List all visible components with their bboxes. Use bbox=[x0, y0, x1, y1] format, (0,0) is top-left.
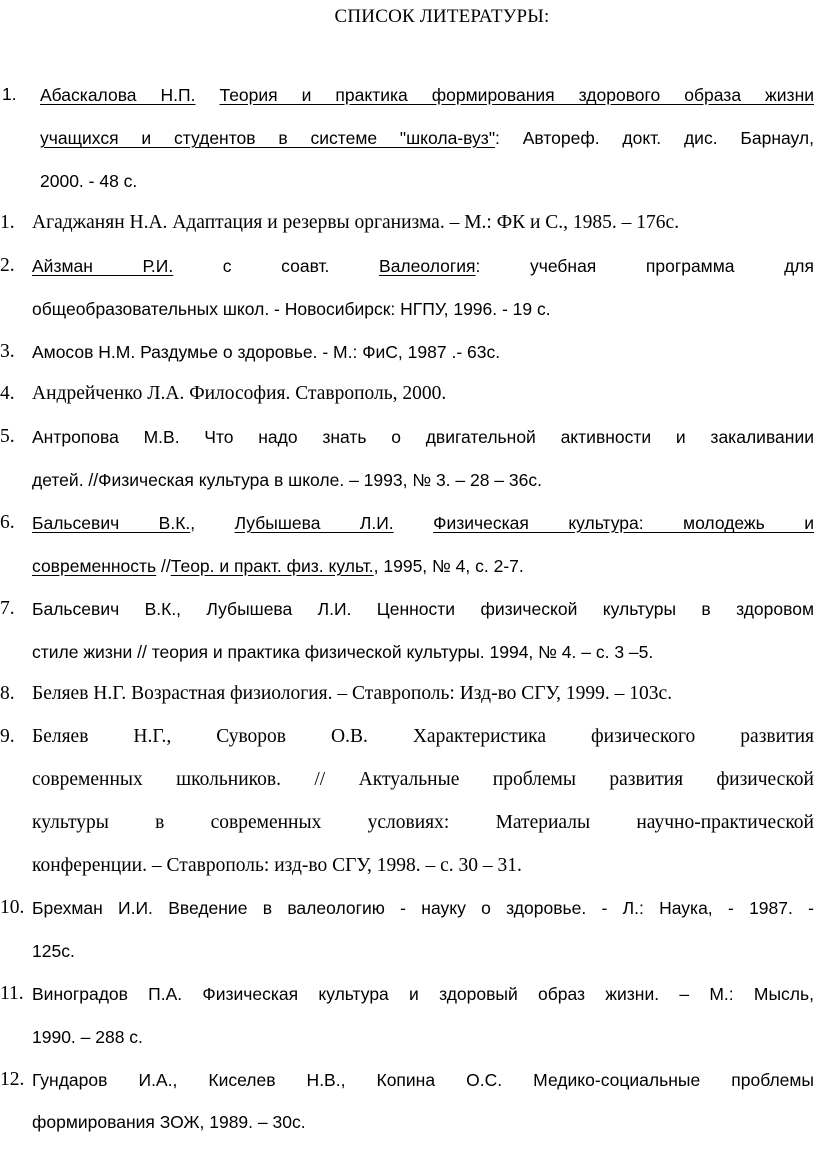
reference-number: 12. bbox=[0, 1069, 25, 1090]
reference-text: Беляев Н.Г., Суворов О.В. Характеристика физического развития bbox=[32, 726, 814, 747]
reference-text: с соавт. bbox=[173, 256, 380, 276]
reference-link-text[interactable]: Теория и практика формирования здорового образа жизни bbox=[219, 85, 815, 105]
reference-link-text[interactable]: Теор. и практ. физ. культ. bbox=[170, 556, 374, 576]
reference-text: общеобразовательных школ. - Новосибирск: НГПУ, 1996. - 19 с. bbox=[32, 299, 551, 319]
reference-text: формирования ЗОЖ, 1989. – 30с. bbox=[32, 1112, 306, 1132]
reference-link-text[interactable]: учащихся и студентов в системе "школа-вуз" bbox=[40, 128, 496, 148]
reference-text: : Автореф. докт. дис. Барнаул, bbox=[495, 128, 814, 148]
reference-text bbox=[195, 85, 219, 105]
reference-text: Агаджанян Н.А. Адаптация и резервы организма. – М.: ФК и С., 1985. – 176с. bbox=[32, 212, 680, 233]
reference-line bbox=[32, 210, 814, 236]
reference-link-text[interactable]: Бальсевич В.К. bbox=[32, 513, 191, 533]
reference-link-text[interactable]: Абаскалова Н.П. bbox=[40, 85, 196, 105]
reference-line bbox=[32, 724, 814, 750]
reference-line bbox=[32, 467, 814, 493]
reference-text: современных школьников. // Актуальные проблемы развития физической bbox=[32, 769, 814, 790]
reference-text: , 1995, № 4, с. 2-7. bbox=[373, 556, 524, 576]
reference-number: 1. bbox=[0, 212, 15, 233]
reference-number: 9. bbox=[0, 726, 15, 747]
reference-text: : учебная программа для bbox=[475, 256, 814, 276]
reference-number: 2. bbox=[0, 255, 15, 276]
reference-link-text[interactable]: современность bbox=[32, 556, 157, 576]
reference-line bbox=[32, 253, 814, 279]
reference-number: 10. bbox=[0, 897, 25, 918]
reference-text: детей. //Физическая культура в школе. – 1993, № 3. – 28 – 36с. bbox=[32, 470, 543, 490]
reference-line bbox=[32, 339, 814, 365]
reference-number: 3. bbox=[0, 341, 15, 362]
reference-text: Бальсевич В.К., Лубышева Л.И. Ценности физической культуры в здоровом bbox=[32, 599, 814, 619]
reference-number: 7. bbox=[0, 598, 15, 619]
reference-line bbox=[32, 681, 814, 707]
reference-text bbox=[394, 513, 433, 533]
reference-line bbox=[32, 981, 814, 1007]
reference-line bbox=[32, 381, 814, 407]
reference-line bbox=[32, 596, 814, 622]
reference-text: 1990. – 288 с. bbox=[32, 1027, 143, 1047]
reference-text: 125с. bbox=[32, 941, 75, 961]
reference-line bbox=[32, 296, 814, 322]
reference-line bbox=[32, 853, 814, 879]
reference-line bbox=[32, 510, 814, 536]
reference-text: культуры в современных условиях: Материалы научно-практической bbox=[32, 812, 814, 833]
reference-text: // bbox=[156, 556, 171, 576]
reference-line bbox=[32, 639, 814, 665]
reference-line bbox=[32, 1109, 814, 1135]
reference-line bbox=[32, 767, 814, 793]
reference-line bbox=[32, 553, 814, 579]
reference-text: Андрейченко Л.А. Философия. Ставрополь, 2000. bbox=[32, 383, 447, 404]
reference-text: стиле жизни // теория и практика физической культуры. 1994, № 4. – с. 3 –5. bbox=[32, 642, 654, 662]
reference-line bbox=[32, 938, 814, 964]
reference-text: конференции. – Ставрополь: изд-во СГУ, 1998. – с. 30 – 31. bbox=[32, 855, 522, 876]
reference-text: Брехман И.И. Введение в валеологию - науку о здоровье. - Л.: Наука, - 1987. - bbox=[32, 898, 814, 918]
reference-link-text[interactable]: Лубышева Л.И. bbox=[234, 513, 394, 533]
reference-line bbox=[32, 895, 814, 921]
reference-number: 6. bbox=[0, 512, 15, 533]
reference-line bbox=[32, 424, 814, 450]
reference-text: Гундаров И.А., Киселев Н.В., Копина О.С. Медико-социальные проблемы bbox=[32, 1070, 814, 1090]
reference-line bbox=[32, 1024, 814, 1050]
reference-number: 11. bbox=[0, 983, 24, 1004]
reference-line bbox=[32, 1067, 814, 1093]
reference-text: , bbox=[190, 513, 235, 533]
reference-number: 5. bbox=[0, 426, 15, 447]
reference-text: Беляев Н.Г. Возрастная физиология. – Ставрополь: Изд-во СГУ, 1999. – 103с. bbox=[32, 683, 673, 704]
reference-text: Амосов Н.М. Раздумье о здоровье. - М.: ФиС, 1987 .- 63с. bbox=[32, 342, 501, 362]
reference-text: Антропова М.В. Что надо знать о двигательной активности и закаливании bbox=[32, 427, 814, 447]
reference-text: Виноградов П.А. Физическая культура и здоровый образ жизни. – М.: Мысль, bbox=[32, 984, 814, 1004]
reference-number: 8. bbox=[0, 683, 15, 704]
reference-text: 2000. - 48 с. bbox=[40, 171, 138, 191]
reference-line bbox=[40, 168, 814, 194]
reference-link-text[interactable]: Валеология bbox=[379, 256, 476, 276]
reference-link-text[interactable]: Физическая культура: молодежь и bbox=[433, 513, 814, 533]
reference-number: 1. bbox=[2, 84, 17, 104]
reference-line bbox=[40, 125, 814, 151]
page-title: СПИСОК ЛИТЕРАТУРЫ: bbox=[334, 6, 550, 27]
reference-line bbox=[32, 810, 814, 836]
reference-line bbox=[40, 82, 814, 108]
reference-link-text[interactable]: Айзман Р.И. bbox=[32, 256, 174, 276]
reference-number: 4. bbox=[0, 383, 15, 404]
